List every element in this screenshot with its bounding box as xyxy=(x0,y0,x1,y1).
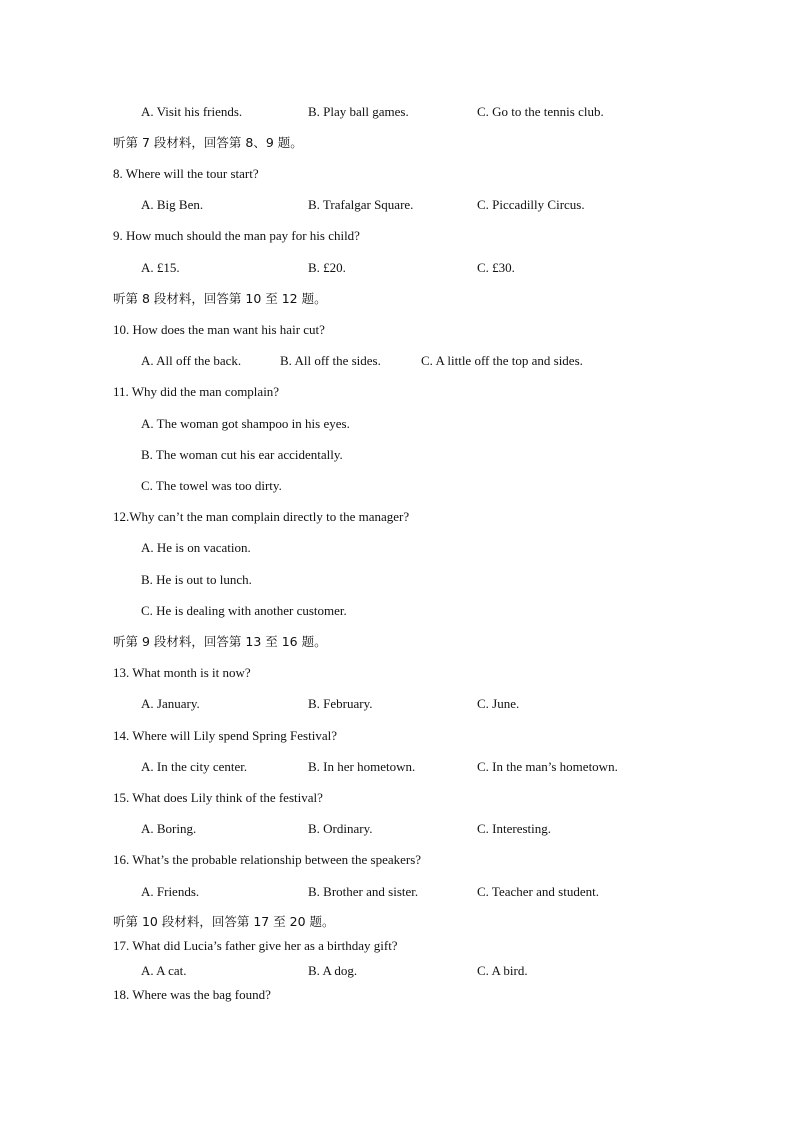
answer-option: C. A little off the top and sides. xyxy=(421,353,583,368)
answer-option: A. All off the back. xyxy=(141,353,242,368)
section-heading: 听第 8 段材料，回答第 10 至 12 题。 xyxy=(113,291,327,306)
question-text: 18. Where was the bag found? xyxy=(113,987,271,1002)
answer-option: C. Piccadilly Circus. xyxy=(477,197,585,212)
answer-option: B. Brother and sister. xyxy=(308,884,419,899)
question-text: 17. What did Lucia’s father give her as a birthday gift? xyxy=(113,938,398,953)
answer-option: C. Go to the tennis club. xyxy=(477,104,604,119)
section-heading: 听第 9 段材料，回答第 13 至 16 题。 xyxy=(113,634,327,649)
answer-option: A. Boring. xyxy=(141,821,197,836)
answer-option: B. £20. xyxy=(308,260,346,275)
answer-option: C. Teacher and student. xyxy=(477,884,599,899)
question-text: 12.Why can’t the man complain directly to the manager? xyxy=(113,509,410,524)
answer-option: B. February. xyxy=(308,696,373,711)
answer-option: A. The woman got shampoo in his eyes. xyxy=(141,416,350,431)
answer-option: C. Interesting. xyxy=(477,821,552,836)
answer-option: B. He is out to lunch. xyxy=(141,572,252,587)
answer-option: A. £15. xyxy=(141,260,180,275)
question-text: 10. How does the man want his hair cut? xyxy=(113,322,325,337)
answer-option: B. Play ball games. xyxy=(308,104,409,119)
question-text: 8. Where will the tour start? xyxy=(113,166,259,181)
answer-option: A. In the city center. xyxy=(141,759,248,774)
answer-option: B. All off the sides. xyxy=(280,353,381,368)
question-text: 14. Where will Lily spend Spring Festival? xyxy=(113,728,337,743)
answer-option: C. In the man’s hometown. xyxy=(477,759,618,774)
answer-option: A. Big Ben. xyxy=(141,197,204,212)
answer-option: A. A cat. xyxy=(141,963,187,978)
answer-option: A. He is on vacation. xyxy=(141,540,251,555)
answer-option: A. Friends. xyxy=(141,884,200,899)
question-text: 11. Why did the man complain? xyxy=(113,384,280,399)
answer-option: B. A dog. xyxy=(308,963,358,978)
question-text: 9. How much should the man pay for his child? xyxy=(113,228,360,243)
answer-option: B. In her hometown. xyxy=(308,759,416,774)
answer-option: B. Trafalgar Square. xyxy=(308,197,414,212)
answer-option: B. Ordinary. xyxy=(308,821,373,836)
answer-option: C. £30. xyxy=(477,260,515,275)
question-text: 15. What does Lily think of the festival? xyxy=(113,790,323,805)
answer-option: C. The towel was too dirty. xyxy=(141,478,282,493)
answer-option: B. The woman cut his ear accidentally. xyxy=(141,447,343,462)
question-text: 13. What month is it now? xyxy=(113,665,251,680)
answer-option: C. June. xyxy=(477,696,520,711)
section-heading: 听第 10 段材料，回答第 17 至 20 题。 xyxy=(113,914,335,929)
section-heading: 听第 7 段材料，回答第 8、9 题。 xyxy=(113,135,303,150)
answer-option: C. A bird. xyxy=(477,963,528,978)
answer-option: A. Visit his friends. xyxy=(141,104,243,119)
answer-option: C. He is dealing with another customer. xyxy=(141,603,347,618)
question-text: 16. What’s the probable relationship between the speakers? xyxy=(113,852,422,867)
answer-option: A. January. xyxy=(141,696,200,711)
